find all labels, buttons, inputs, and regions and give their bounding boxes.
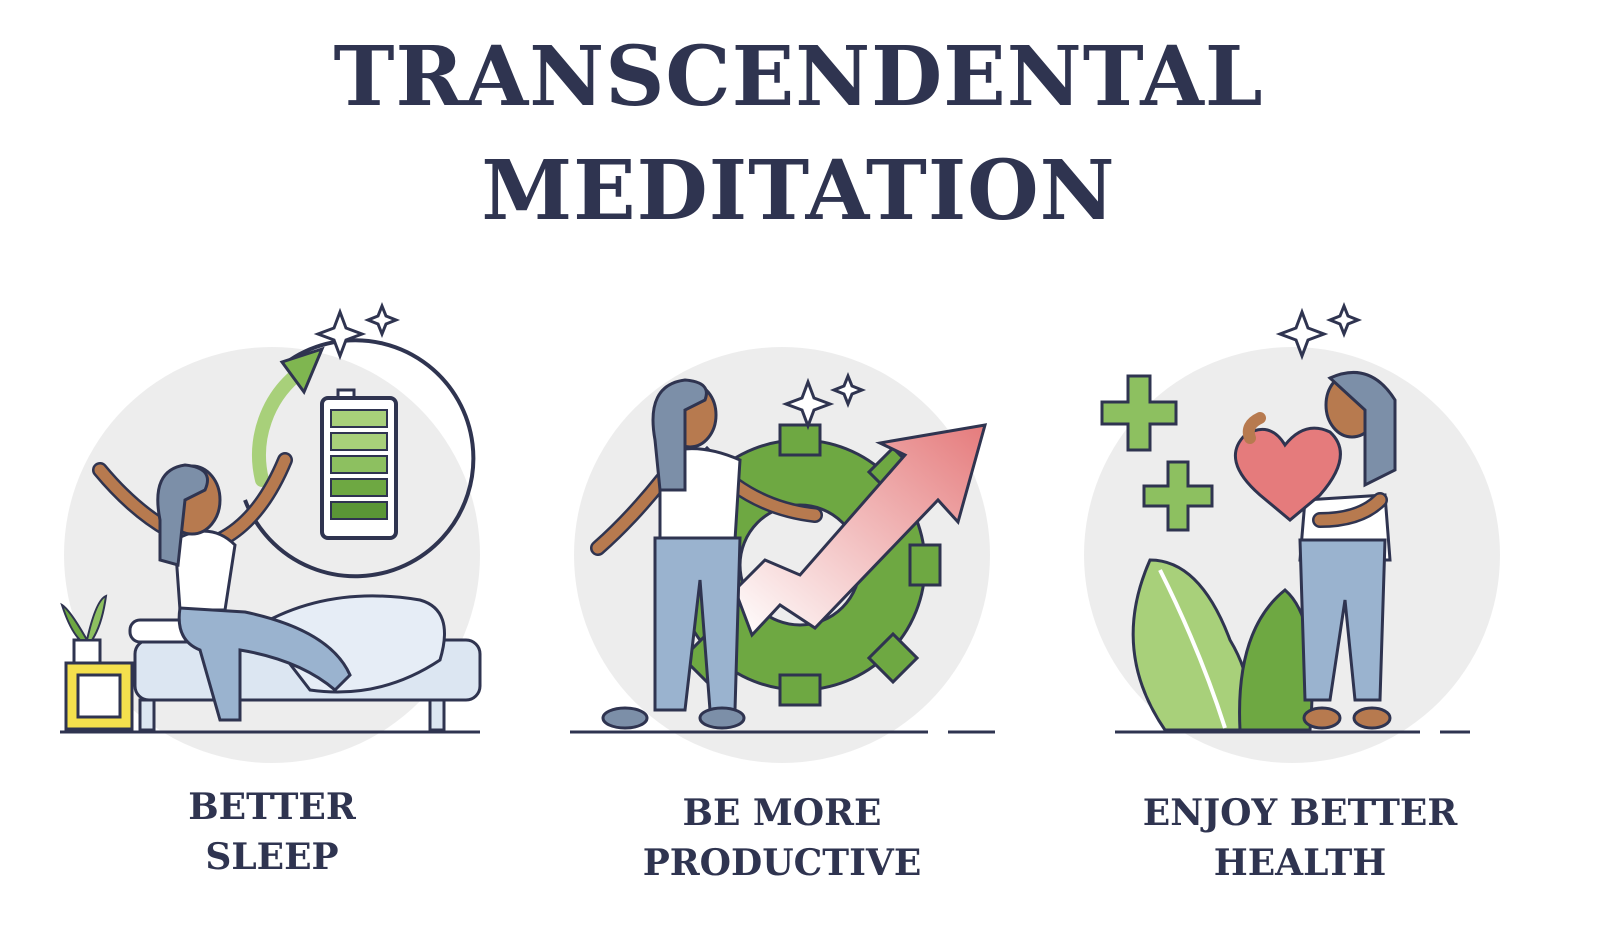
caption-line: BE MORE [682,792,882,834]
caption-enjoy-better-health [1100,788,1500,888]
caption-line: PRODUCTIVE [642,842,922,884]
caption-better-sleep [97,782,447,882]
sparkle-icon [318,306,396,356]
better-sleep-illustration [60,306,480,763]
battery-icon [322,390,396,538]
main-title-line1: TRANSCENDENTAL [333,29,1264,125]
caption-line: ENJOY BETTER [1142,792,1458,834]
caption-be-more-productive [582,788,982,888]
be-more-productive-illustration [570,347,995,763]
main-title-line2: MEDITATION [481,143,1116,239]
caption-line: BETTER [188,786,356,828]
caption-line: SLEEP [205,836,339,878]
enjoy-better-health-illustration [1084,306,1500,763]
caption-line: HEALTH [1213,842,1387,884]
